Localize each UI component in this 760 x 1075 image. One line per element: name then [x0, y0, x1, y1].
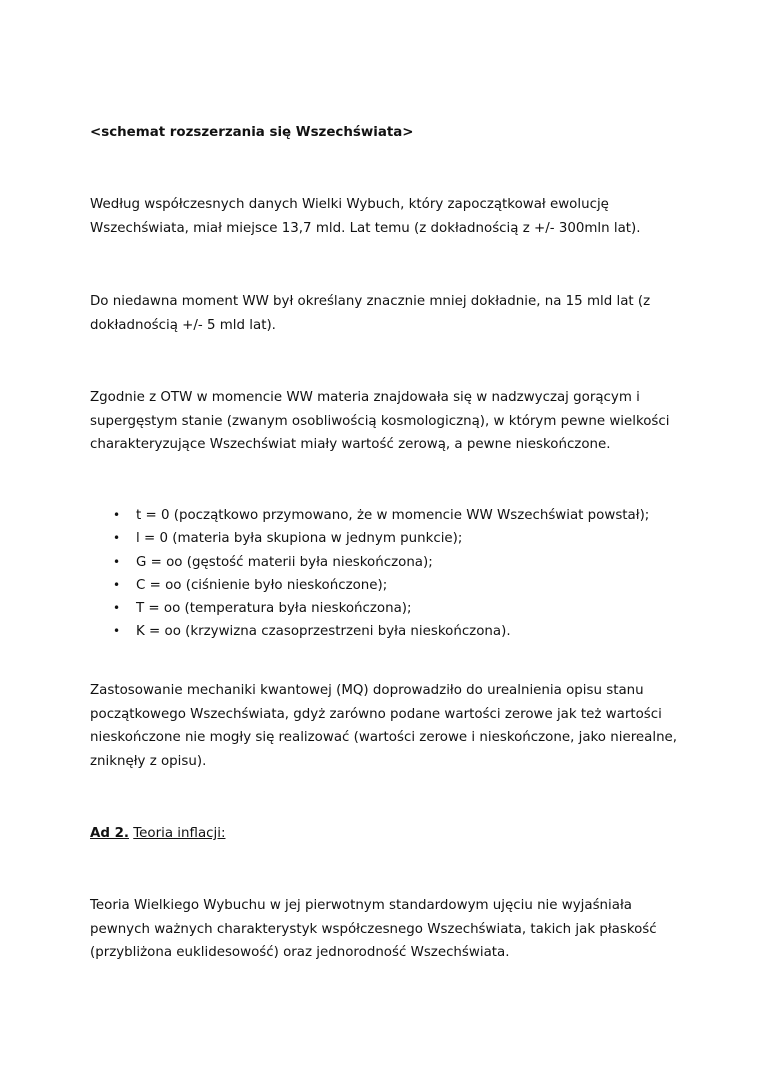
list-item: [90, 574, 690, 597]
bullet-icon: •: [113, 531, 121, 546]
list-item: [90, 551, 690, 574]
paragraph-line: Według współczesnych danych Wielki Wybuch, który zapoczątkował ewolucję: [90, 197, 609, 212]
paragraph-line: dokładnością +/- 5 mld lat).: [90, 317, 276, 333]
paragraph-earlier-estimate: [90, 290, 680, 337]
list-item-text: t = 0 (początkowo przymowano, że w momencie WW Wszechświat powstał);: [136, 508, 650, 523]
paragraph-big-bang-date: [90, 193, 680, 240]
paragraph-quantum-mechanics: [90, 679, 680, 773]
list-item: [90, 597, 690, 620]
paragraph-singularity: [90, 386, 680, 457]
list-item: [90, 620, 690, 643]
list-item-text: l = 0 (materia była skupiona w jednym punkcie);: [136, 531, 463, 547]
paragraph-line: (przybliżona euklidesowość) oraz jednorodność Wszechświata.: [90, 945, 510, 960]
paragraph-line: nieskończone nie mogły się realizować (wartości zerowe i nieskończone, jako nierealne,: [90, 730, 678, 745]
list-item: [90, 527, 690, 550]
list-item-text: C = oo (ciśnienie było nieskończone);: [136, 577, 388, 593]
list-item-text: K = oo (krzywizna czasoprzestrzeni była nieskończona).: [136, 624, 511, 640]
paragraph-line: supergęstym stanie (zwanym osobliwością kosmologiczną), w którym pewne wielkości: [90, 413, 670, 429]
paragraph-line: charakteryzujące Wszechświat miały wartość zerową, a pewne nieskończone.: [90, 437, 611, 452]
paragraph-line: pewnych ważnych charakterystyk współczesnego Wszechświata, takich jak płaskość: [90, 921, 657, 937]
bullet-icon: •: [113, 554, 121, 569]
list-item-text: T = oo (temperatura była nieskończona);: [136, 601, 412, 617]
section-heading-line: [90, 822, 680, 846]
paragraph-line: Teoria Wielkiego Wybuchu w jej pierwotnym standardowym ujęciu nie wyjaśniała: [90, 898, 632, 913]
singularity-values-list: [90, 504, 690, 644]
section-heading: [90, 822, 680, 846]
section-label: Ad 2.: [90, 826, 130, 841]
diagram-placeholder-heading: [90, 121, 680, 145]
section-title: Teoria inflacji:: [133, 826, 226, 841]
list-item-text: G = oo (gęstość materii była nieskończona);: [136, 554, 433, 570]
paragraph-line: początkowego Wszechświata, gdyż zarówno podane wartości zerowe jak też wartości: [90, 706, 662, 722]
paragraph-line: Do niedawna moment WW był określany znacznie mniej dokładnie, na 15 mld lat (z: [90, 294, 651, 309]
paragraph-inflation-intro: [90, 894, 680, 965]
bullet-icon: •: [113, 601, 121, 616]
bullet-icon: •: [113, 577, 121, 592]
paragraph-line: Zgodnie z OTW w momencie WW materia znajdowała się w nadzwyczaj gorącym i: [90, 390, 640, 405]
heading-text: <schemat rozszerzania się Wszechświata>: [90, 125, 414, 140]
paragraph-line: Zastosowanie mechaniki kwantowej (MQ) doprowadziło do urealnienia opisu stanu: [90, 683, 644, 698]
bullet-icon: •: [113, 624, 121, 639]
bullet-icon: •: [113, 508, 121, 522]
list-item: [90, 504, 690, 527]
paragraph-line: Wszechświata, miał miejsce 13,7 mld. Lat temu (z dokładnością z +/- 300mln lat).: [90, 220, 641, 236]
paragraph-line: zniknęły z opisu).: [90, 753, 207, 769]
